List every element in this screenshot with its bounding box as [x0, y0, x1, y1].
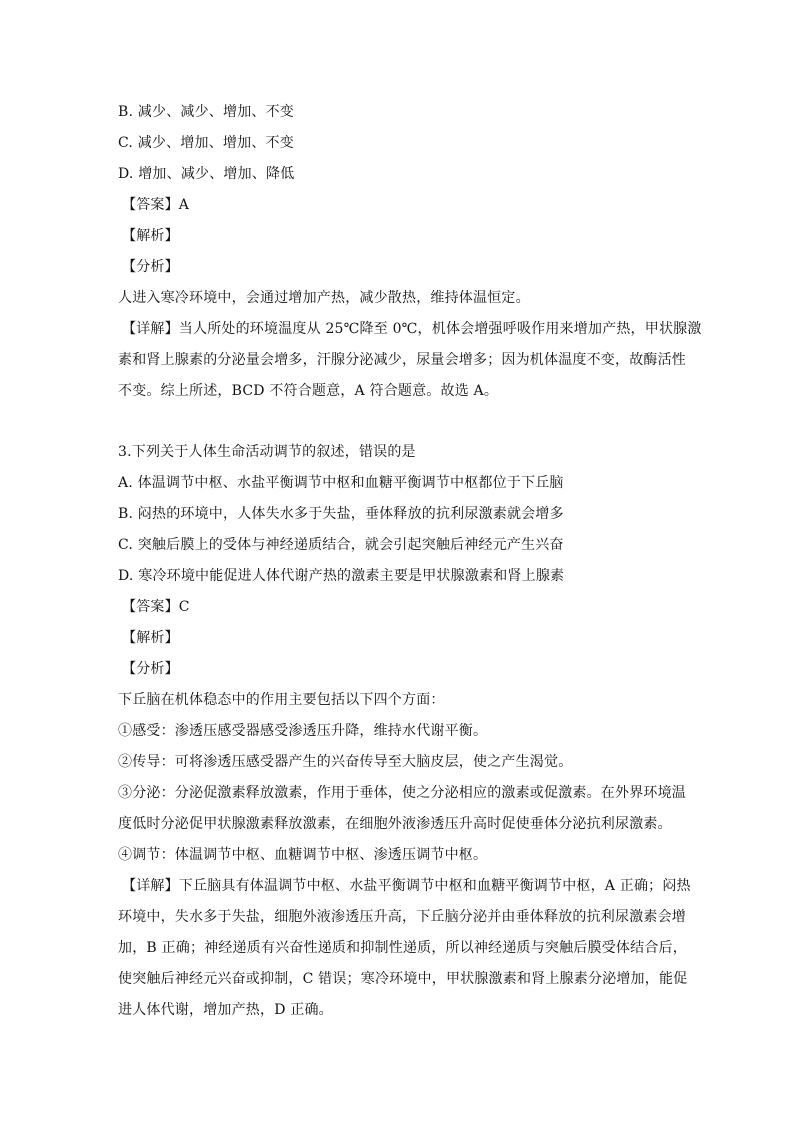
- q2-analysis-heading: 【解析】: [122, 228, 179, 244]
- q3-option-a: A. 体温调节中枢、水盐平衡调节中枢和血糖平衡调节中枢都位于下丘脑: [118, 475, 564, 491]
- q2-option-d: D. 增加、减少、增加、降低: [118, 166, 295, 182]
- q3-fenxi-line: 度低时分泌促甲状腺激素释放激素，在细胞外液渗透压升高时促使垂体分泌抗利尿激素。: [118, 816, 672, 832]
- q3-fenxi-line: ④调节：体温调节中枢、血糖调节中枢、渗透压调节中枢。: [118, 847, 488, 863]
- q3-detail-line: 【详解】下丘脑具有体温调节中枢、水盐平衡调节中枢和血糖平衡调节中枢，A 正确；闷热: [122, 878, 691, 894]
- q3-option-c: C. 突触后膜上的受体与神经递质结合，就会引起突触后神经元产生兴奋: [118, 537, 564, 553]
- q2-fenxi-heading: 【分析】: [122, 259, 179, 275]
- q3-fenxi-line: ②传导：可将渗透压感受器产生的兴奋传导至大脑皮层，使之产生渴觉。: [118, 754, 573, 770]
- q2-option-c: C. 减少、增加、增加、不变: [118, 135, 294, 151]
- q3-option-b: B. 闷热的环境中，人体失水多于失盐，垂体释放的抗利尿激素就会增多: [118, 506, 564, 522]
- q3-detail-line: 加，B 正确；神经递质有兴奋性递质和抑制性递质，所以神经递质与突触后膜受体结合后，: [118, 940, 687, 956]
- q3-fenxi-line: ①感受：渗透压感受器感受渗透压升降，维持水代谢平衡。: [118, 723, 488, 739]
- q3-fenxi-heading: 【分析】: [122, 661, 179, 677]
- q3-option-d: D. 寒冷环境中能促进人体代谢产热的激素主要是甲状腺激素和肾上腺素: [118, 568, 565, 584]
- q3-analysis-heading: 【解析】: [122, 630, 179, 646]
- q2-answer: 【答案】A: [122, 197, 190, 213]
- q3-detail-line: 进人体代谢，增加产热，D 正确。: [118, 1002, 333, 1018]
- q2-detail-line: 素和肾上腺素的分泌量会增多，汗腺分泌减少，尿量会增多；因为机体温度不变，故酶活性: [118, 352, 686, 368]
- q3-stem: 3.下列关于人体生命活动调节的叙述，错误的是: [118, 444, 416, 460]
- q3-detail-line: 使突触后神经元兴奋或抑制，C 错误；寒冷环境中，甲状腺激素和肾上腺素分泌增加，能促: [118, 971, 688, 987]
- q2-fenxi-text: 人进入寒冷环境中，会通过增加产热，减少散热，维持体温恒定。: [118, 290, 530, 306]
- q2-option-b: B. 减少、减少、增加、不变: [118, 104, 294, 120]
- q3-fenxi-line: 下丘脑在机体稳态中的作用主要包括以下四个方面：: [118, 692, 445, 708]
- q3-detail-line: 环境中，失水多于失盐，细胞外液渗透压升高，下丘脑分泌并由垂体释放的抗利尿激素会增: [118, 909, 686, 925]
- q2-detail-line: 不变。综上所述，BCD 不符合题意，A 符合题意。故选 A。: [118, 383, 499, 399]
- q3-fenxi-line: ③分泌：分泌促激素释放激素，作用于垂体，使之分泌相应的激素或促激素。在外界环境温: [118, 785, 686, 801]
- q3-answer: 【答案】C: [122, 599, 190, 615]
- q2-detail-line: 【详解】当人所处的环境温度从 25℃降至 0℃，机体会增强呼吸作用来增加产热，甲状腺激: [122, 321, 702, 337]
